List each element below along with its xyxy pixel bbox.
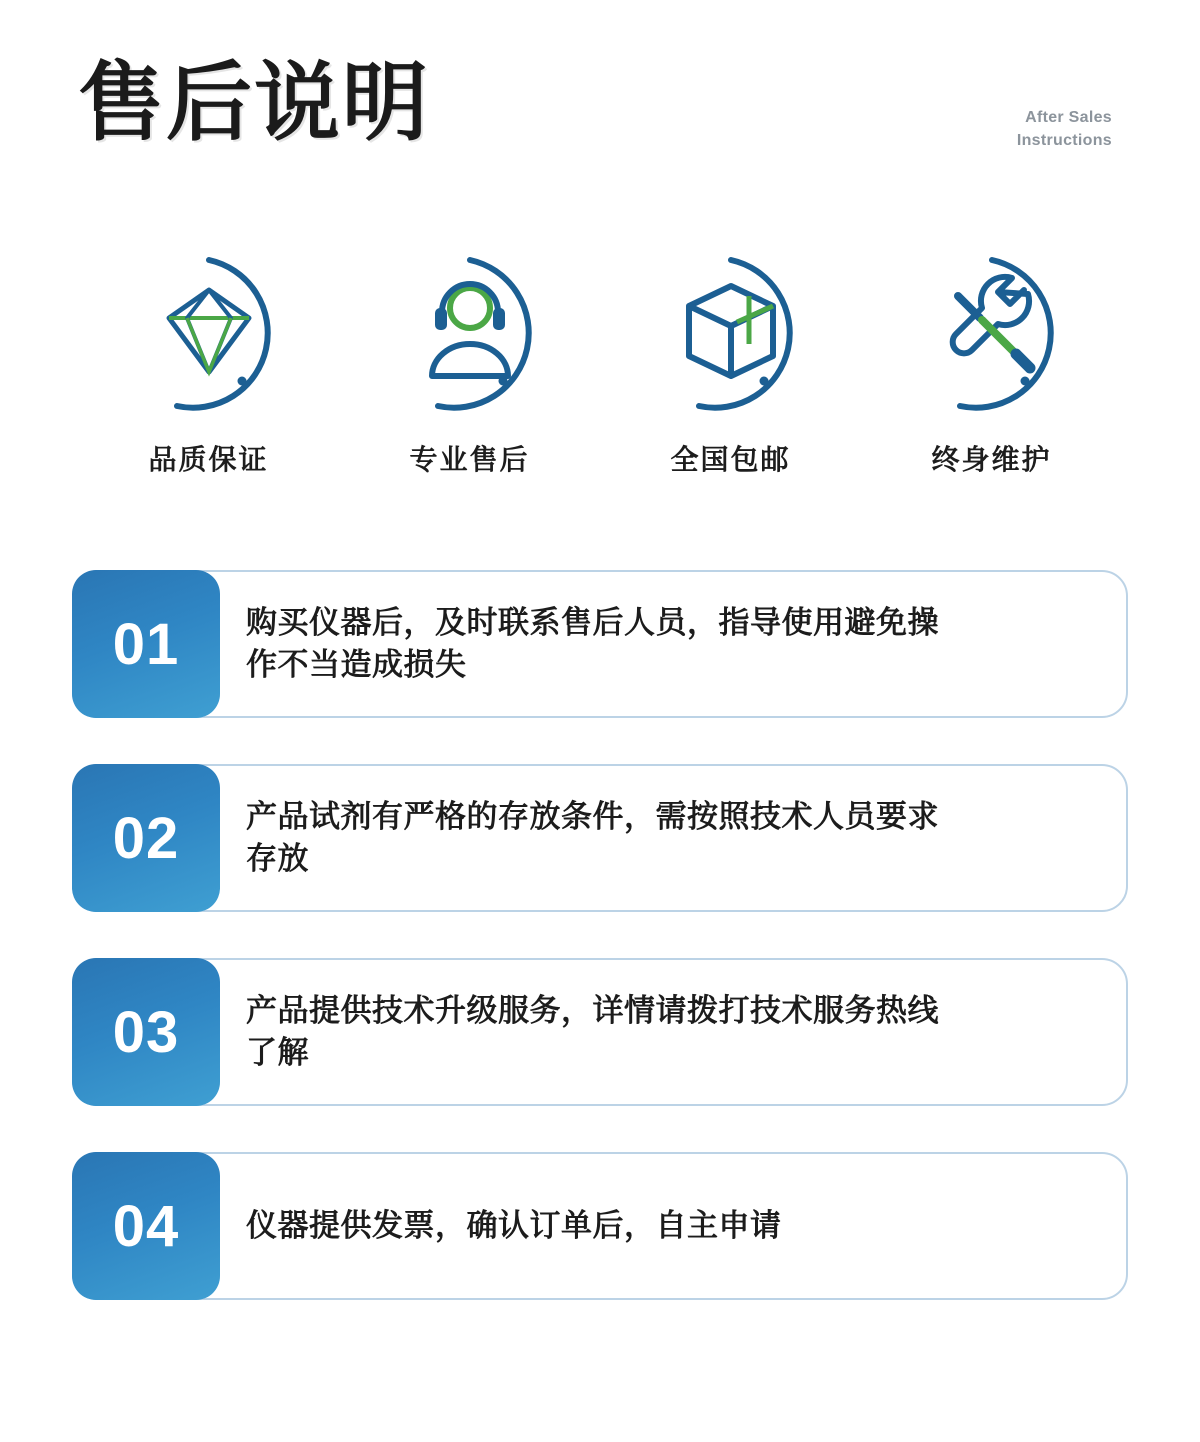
page-title: 售后说明 (78, 52, 430, 153)
step-text-line1: 购买仪器后，及时联系售后人员，指导使用避免操 (246, 605, 939, 641)
feature-label: 终身维护 (931, 444, 1052, 475)
step-text (220, 766, 1126, 910)
step-text-line1: 产品提供技术升级服务，详情请拨打技术服务热线 (246, 993, 939, 1029)
feature-label: 全国包邮 (670, 444, 791, 475)
step-number: 01 (72, 570, 220, 718)
page-subtitle-line2: Instructions (1016, 132, 1112, 150)
step-text-line2: 了解 (246, 1035, 309, 1070)
step-item (72, 958, 1128, 1106)
feature-item-support (339, 252, 600, 478)
step-text-line1: 仪器提供发票，确认订单后，自主申请 (246, 1208, 782, 1244)
step-text (220, 960, 1126, 1104)
step-text-line2: 作不当造成损失 (246, 647, 467, 682)
feature-item-shipping (600, 252, 861, 478)
feature-label: 专业售后 (409, 444, 530, 475)
step-item (72, 570, 1128, 718)
step-item (72, 764, 1128, 912)
page-subtitle-line1: After Sales (1025, 109, 1112, 126)
headset-support-icon (390, 252, 550, 412)
diamond-icon (129, 252, 289, 412)
feature-list (78, 252, 1122, 478)
step-list (72, 570, 1128, 1346)
page-subtitle (1017, 106, 1112, 152)
step-text-line1: 产品试剂有严格的存放条件，需按照技术人员要求 (246, 799, 939, 835)
step-item (72, 1152, 1128, 1300)
page-header (78, 52, 1112, 178)
feature-label: 品质保证 (148, 444, 269, 475)
step-text-line2: 存放 (246, 841, 309, 876)
feature-item-maintenance (861, 252, 1122, 478)
step-text (220, 1154, 1126, 1298)
package-box-icon (651, 252, 811, 412)
step-text (220, 572, 1126, 716)
step-number: 04 (72, 1152, 220, 1300)
step-number: 03 (72, 958, 220, 1106)
feature-item-quality (78, 252, 339, 478)
wrench-screwdriver-icon (912, 252, 1072, 412)
step-number: 02 (72, 764, 220, 912)
